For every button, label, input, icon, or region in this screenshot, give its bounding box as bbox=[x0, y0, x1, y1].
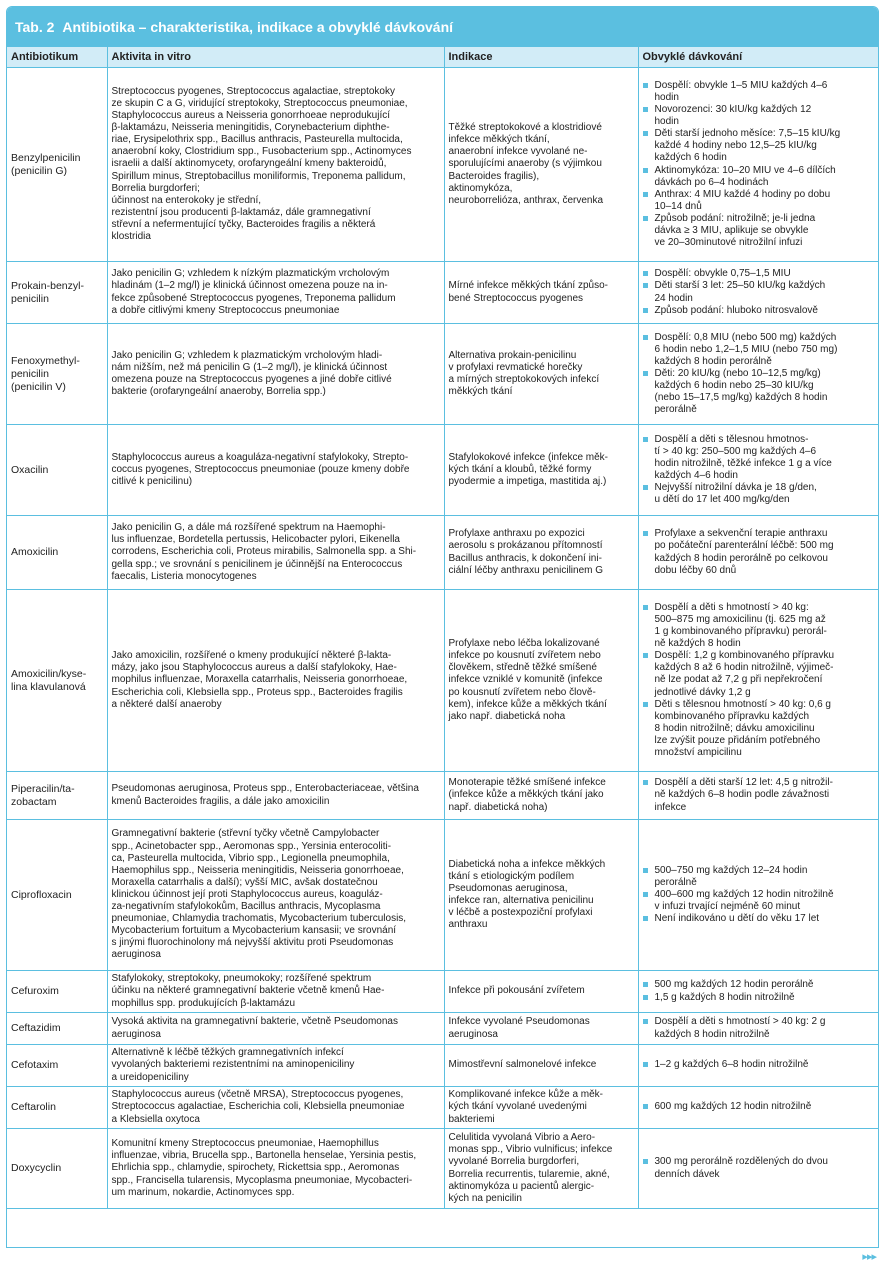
dosage-list bbox=[641, 979, 876, 1003]
dosage-item: 1,5 g každých 8 hodin nitrožilně bbox=[641, 992, 876, 1004]
dosage-item: Dospělí: 0,8 MIU (nebo 500 mg) každých 6 hodin nebo 1,2–1,5 MIU (nebo 750 mg) každých 8 hodin perorálně bbox=[641, 332, 876, 368]
antibiotic-name: Cefuroxim bbox=[7, 971, 107, 1013]
dosage-item: Dospělí: obvykle 1–5 MIU každých 4–6 hodin bbox=[641, 80, 876, 104]
activity-cell: Jako penicilin G; vzhledem k plazmatickým vrcholovým hladi- nám nižším, než má penicilin G (1–2 mg/l), je klinická účinnost omezena pouze na Streptococcus pyogenes a jiné dobře citlivé bakterie (orofaryngeální anaeroby, Borrelia spp.) bbox=[107, 324, 444, 425]
activity-cell: Streptococcus pyogenes, Streptococcus agalactiae, streptokoky ze skupin C a G, viridující streptokoky, Streptococcus pneumoniae, Staphylococcus aureus a Neisseria gonorrhoeae neprodukující β-laktamázu, Neisseria meningitidis, Corynebacterium diphthe- riae, Erysipelothrix spp., Bacillus anthracis, Pasteurella multocida, anaerobní koky, Clostridium spp., Fusobacterium spp., Actinomyces israelii a další aktinomycety, orofaryngeální kmeny bakteroidů, Spirillum minus, Streptobacillus moniliformis, Treponema pallidum, Borrelia burgdorferi; účinnost na enterokoky je střední, rezistentní jsou producenti β-laktamáz, dále gramnegativní střevní a nefermentující tyčky, Bacteroides fragilis a některá klostridia bbox=[107, 68, 444, 262]
dosage-item: Děti s tělesnou hmotností > 40 kg: 0,6 g kombinovaného přípravku každých 8 hodin nitrožilně; dávku amoxicilinu lze zvýšit pouze přidáním potřebného množství ampicilinu bbox=[641, 699, 876, 759]
indication-cell: Diabetická noha a infekce měkkých tkání s etiologickým podílem Pseudomonas aeruginosa, infekce ran, alternativa penicilinu v léčbě a postexpoziční profylaxi anthraxu bbox=[444, 820, 638, 971]
indication-cell: Infekce vyvolané Pseudomonas aeruginosa bbox=[444, 1013, 638, 1045]
header-row bbox=[7, 47, 878, 68]
dosage-item: Děti starší jednoho měsíce: 7,5–15 kIU/kg každé 4 hodiny nebo 12,5–25 kIU/kg každých 6 hodin bbox=[641, 128, 876, 164]
antibiotic-name: Cefotaxim bbox=[7, 1045, 107, 1087]
header-antibiotic: Antibiotikum bbox=[7, 47, 107, 68]
dosage-item: 500 mg každých 12 hodin perorálně bbox=[641, 979, 876, 991]
dosage-item: Způsob podání: nitrožilně; je-li jedna dávka ≥ 3 MIU, aplikuje se obvykle ve 20–30minutové nitrožilní infuzi bbox=[641, 213, 876, 249]
dosage-cell bbox=[638, 1087, 878, 1129]
dosage-list bbox=[641, 777, 876, 813]
dosage-cell bbox=[638, 820, 878, 971]
dosage-item: Dospělí a děti s tělesnou hmotnos- tí > 40 kg: 250–500 mg každých 4–6 hodin nitrožilně, těžké infekce 1 g a více každých 4–6 hodin bbox=[641, 434, 876, 482]
dosage-item: Dospělí: 1,2 g kombinovaného přípravku každých 8 až 6 hodin nitrožilně, výjimeč- ně lze podat až 7,2 g při nepřekročení jednotlivé dávky 1,2 g bbox=[641, 650, 876, 698]
dosage-cell bbox=[638, 1129, 878, 1209]
antibiotic-name: Fenoxymethyl- penicilin (penicilin V) bbox=[7, 324, 107, 425]
dosage-cell bbox=[638, 516, 878, 590]
activity-cell: Staphylococcus aureus (včetně MRSA), Streptococcus pyogenes, Streptococcus agalactiae, Escherichia coli, Klebsiella pneumoniae a Klebsiella oxytoca bbox=[107, 1087, 444, 1129]
dosage-item: 600 mg každých 12 hodin nitrožilně bbox=[641, 1101, 876, 1113]
indication-cell: Monoterapie těžké smíšené infekce (infekce kůže a měkkých tkání jako např. diabetická noha) bbox=[444, 772, 638, 820]
activity-cell: Jako amoxicilin, rozšířené o kmeny produkující některé β-lakta- mázy, jako jsou Staphylococcus aureus a další stafylokoky, Hae- mophilus influenzae, Moraxella catarrhalis, Neisseria gonorrhoeae, Escherichia coli, Klebsiella spp., Proteus spp., Bacteroides fragilis a některé další anaeroby bbox=[107, 590, 444, 772]
indication-cell: Profylaxe anthraxu po expozici aerosolu s prokázanou přítomností Bacillus anthracis, k dokončení ini- ciální léčby anthraxu penicilinem G bbox=[444, 516, 638, 590]
indication-cell: Profylaxe nebo léčba lokalizované infekce po kousnutí zvířetem nebo člověkem, středně těžké smíšené infekce vzniklé v komunitě (infekce po kousnutí zvířetem nebo člově- kem), infekce kůže a měkkých tkání jako např. diabetická noha bbox=[444, 590, 638, 772]
activity-cell: Alternativně k léčbě těžkých gramnegativních infekcí vyvolaných bakteriemi rezistentními na aminopeniciliny a ureidopeniciliny bbox=[107, 1045, 444, 1087]
table-number: Tab. 2 bbox=[15, 19, 55, 35]
antibiotic-name: Ceftarolin bbox=[7, 1087, 107, 1129]
dosage-item: Dospělí a děti s hmotností > 40 kg: 500–875 mg amoxicilinu (tj. 625 mg až 1 g kombinovaného přípravku) perorál- ně každých 8 hodin bbox=[641, 602, 876, 650]
table-row bbox=[7, 820, 878, 971]
indication-cell: Mimostřevní salmonelové infekce bbox=[444, 1045, 638, 1087]
indication-cell: Stafylokokové infekce (infekce měk- kých tkání a kloubů, těžké formy pyodermie a impetiga, mastitida aj.) bbox=[444, 425, 638, 516]
dosage-item: 500–750 mg každých 12–24 hodin perorálně bbox=[641, 865, 876, 889]
header-dosage: Obvyklé dávkování bbox=[638, 47, 878, 68]
dosage-cell bbox=[638, 1045, 878, 1087]
antibiotic-name: Ciprofloxacin bbox=[7, 820, 107, 971]
dosage-list bbox=[641, 865, 876, 925]
dosage-item: Dospělí a děti s hmotností > 40 kg: 2 g každých 8 hodin nitrožilně bbox=[641, 1016, 876, 1040]
dosage-item: Není indikováno u dětí do věku 17 let bbox=[641, 913, 876, 925]
table-row bbox=[7, 1129, 878, 1209]
table-row bbox=[7, 68, 878, 262]
indication-cell: Celulitida vyvolaná Vibrio a Aero- monas spp., Vibrio vulnificus; infekce vyvolané Borrelia burgdorferi, Borrelia recurrentis, tularemie, akné, aktinomykóza u pacientů alergic- kých na penicilin bbox=[444, 1129, 638, 1209]
dosage-list bbox=[641, 332, 876, 417]
dosage-cell bbox=[638, 425, 878, 516]
activity-cell: Stafylokoky, streptokoky, pneumokoky; rozšířené spektrum účinku na některé gramnegativní bakterie včetně kmenů Hae- mophillus spp. produkujících β-laktamázu bbox=[107, 971, 444, 1013]
activity-cell: Jako penicilin G, a dále má rozšířené spektrum na Haemophi- lus influenzae, Bordetella pertussis, Helicobacter pylori, Eikenella corrodens, Escherichia coli, Proteus mirabilis, Salmonella spp. a Shi- gella spp.; ve srovnání s penicilinem je účinnější na Enterococcus faecalis, Listeria monocytogenes bbox=[107, 516, 444, 590]
header-activity: Aktivita in vitro bbox=[107, 47, 444, 68]
table-row bbox=[7, 772, 878, 820]
dosage-cell bbox=[638, 262, 878, 324]
antibiotics-table bbox=[7, 47, 878, 1209]
dosage-item: Anthrax: 4 MIU každé 4 hodiny po dobu 10–14 dnů bbox=[641, 189, 876, 213]
dosage-item: 400–600 mg každých 12 hodin nitrožilně v infuzi trvající nejméně 60 minut bbox=[641, 889, 876, 913]
table-row bbox=[7, 1045, 878, 1087]
activity-cell: Jako penicilin G; vzhledem k nízkým plazmatickým vrcholovým hladinám (1–2 mg/l) je klinická účinnost omezena pouze na in- fekce způsobené Streptococcus pyogenes, Treponema pallidum a dobře citlivými kmeny Streptococcus pneumoniae bbox=[107, 262, 444, 324]
dosage-list bbox=[641, 528, 876, 576]
dosage-item: Způsob podání: hluboko nitrosvalově bbox=[641, 305, 876, 317]
activity-cell: Vysoká aktivita na gramnegativní bakterie, včetně Pseudomonas aeruginosa bbox=[107, 1013, 444, 1045]
dosage-list bbox=[641, 602, 876, 759]
table-row bbox=[7, 1013, 878, 1045]
indication-cell: Komplikované infekce kůže a měk- kých tkání vyvolané uvedenými bakteriemi bbox=[444, 1087, 638, 1129]
header-indication: Indikace bbox=[444, 47, 638, 68]
dosage-list bbox=[641, 1016, 876, 1040]
table-title-bar bbox=[7, 7, 878, 47]
indication-cell: Alternativa prokain-penicilinu v profylaxi revmatické horečky a mírných streptokokových infekcí měkkých tkání bbox=[444, 324, 638, 425]
dosage-list bbox=[641, 434, 876, 507]
table-title: Antibiotika – charakteristika, indikace a obvyklé dávkování bbox=[62, 19, 454, 35]
antibiotic-name: Oxacilin bbox=[7, 425, 107, 516]
dosage-list bbox=[641, 1059, 876, 1071]
dosage-list bbox=[641, 80, 876, 249]
dosage-list bbox=[641, 268, 876, 316]
activity-cell: Gramnegativní bakterie (střevní tyčky včetně Campylobacter spp., Acinetobacter spp., Aeromonas spp., Yersinia enterocoliti- ca, Pasteurella multocida, Vibrio spp., Legionella pneumophila, Haemophilus spp., Neisseria meningitidis, Neisseria gonorrhoeae, Moraxella catarrhalis a další); vyšší MIC, avšak dostatečnou klinickou účinnost její proti Staphylococcus aureus, koaguláz- za-negativním stafylokokům, Bacillus anthracis, Mycoplasma pneumoniae, Chlamydia trachomatis, Mycobacterium tuberculosis, Mycobacterium fortuitum a Mycobacterium kansasii; ve srovnání s jinými fluorochinolony má nejvyšší aktivitu proti Pseudomonas aeruginosa bbox=[107, 820, 444, 971]
antibiotic-name: Ceftazidim bbox=[7, 1013, 107, 1045]
dosage-item: Nejvyšší nitrožilní dávka je 18 g/den, u dětí do 17 let 400 mg/kg/den bbox=[641, 482, 876, 506]
table-row bbox=[7, 425, 878, 516]
indication-cell: Těžké streptokokové a klostridiové infekce měkkých tkání, anaerobní infekce vyvolané ne- sporulujícími anaeroby (s výjimkou Bacteroides fragilis), aktinomykóza, neuroborrelióza, anthrax, červenka bbox=[444, 68, 638, 262]
antibiotic-name: Piperacilin/ta- zobactam bbox=[7, 772, 107, 820]
table-row bbox=[7, 590, 878, 772]
dosage-item: Dospělí: obvykle 0,75–1,5 MIU bbox=[641, 268, 876, 280]
antibiotic-name: Amoxicilin bbox=[7, 516, 107, 590]
dosage-cell bbox=[638, 772, 878, 820]
dosage-item: Děti starší 3 let: 25–50 kIU/kg každých 24 hodin bbox=[641, 280, 876, 304]
antibiotic-name: Amoxicilin/kyse- lina klavulanová bbox=[7, 590, 107, 772]
dosage-item: Profylaxe a sekvenční terapie anthraxu po počáteční parenterální léčbě: 500 mg každých 8 hodin perorálně po celkovou dobu léčby 60 dnů bbox=[641, 528, 876, 576]
activity-cell: Pseudomonas aeruginosa, Proteus spp., Enterobacteriaceae, většina kmenů Bacteroides fragilis, a dále jako amoxicilin bbox=[107, 772, 444, 820]
dosage-cell bbox=[638, 590, 878, 772]
indication-cell: Infekce při pokousání zvířetem bbox=[444, 971, 638, 1013]
dosage-item: 1–2 g každých 6–8 hodin nitrožilně bbox=[641, 1059, 876, 1071]
table-row bbox=[7, 1087, 878, 1129]
dosage-cell bbox=[638, 68, 878, 262]
dosage-cell bbox=[638, 971, 878, 1013]
continue-marker: ▸▸▸ bbox=[862, 1251, 876, 1263]
antibiotic-name: Doxycyclin bbox=[7, 1129, 107, 1209]
antibiotic-name: Prokain-benzyl- penicilin bbox=[7, 262, 107, 324]
table-row bbox=[7, 324, 878, 425]
activity-cell: Komunitní kmeny Streptococcus pneumoniae, Haemophillus influenzae, vibria, Brucella spp., Bartonella henselae, Yersinia pestis, Ehrlichia spp., chlamydie, spirochety, Rickettsia spp., Aeromonas spp., Francisella tularensis, Mycoplasma pneumoniae, Mycobacteri- um marinum, nokardie, Actinomyces spp. bbox=[107, 1129, 444, 1209]
antibiotic-name: Benzylpenicilin (penicilin G) bbox=[7, 68, 107, 262]
dosage-item: Dospělí a děti starší 12 let: 4,5 g nitrožil- ně každých 6–8 hodin podle závažnosti infekce bbox=[641, 777, 876, 813]
table-row bbox=[7, 971, 878, 1013]
dosage-item: 300 mg perorálně rozdělených do dvou denních dávek bbox=[641, 1156, 876, 1180]
dosage-item: Děti: 20 kIU/kg (nebo 10–12,5 mg/kg) každých 6 hodin nebo 25–30 kIU/kg (nebo 15–17,5 mg/kg) každých 8 hodin perorálně bbox=[641, 368, 876, 416]
dosage-cell bbox=[638, 324, 878, 425]
activity-cell: Staphylococcus aureus a koaguláza-negativní stafylokoky, Strepto- coccus pyogenes, Streptococcus pneumoniae (pouze kmeny dobře citlivé k penicilinu) bbox=[107, 425, 444, 516]
dosage-item: Novorozenci: 30 kIU/kg každých 12 hodin bbox=[641, 104, 876, 128]
table-frame bbox=[6, 6, 879, 1248]
dosage-list bbox=[641, 1101, 876, 1113]
dosage-item: Aktinomykóza: 10–20 MIU ve 4–6 dílčích dávkách po 6–4 hodinách bbox=[641, 165, 876, 189]
dosage-cell bbox=[638, 1013, 878, 1045]
indication-cell: Mírné infekce měkkých tkání způso- bené Streptococcus pyogenes bbox=[444, 262, 638, 324]
dosage-list bbox=[641, 1156, 876, 1180]
table-row bbox=[7, 262, 878, 324]
table-body bbox=[7, 68, 878, 1209]
table-row bbox=[7, 516, 878, 590]
